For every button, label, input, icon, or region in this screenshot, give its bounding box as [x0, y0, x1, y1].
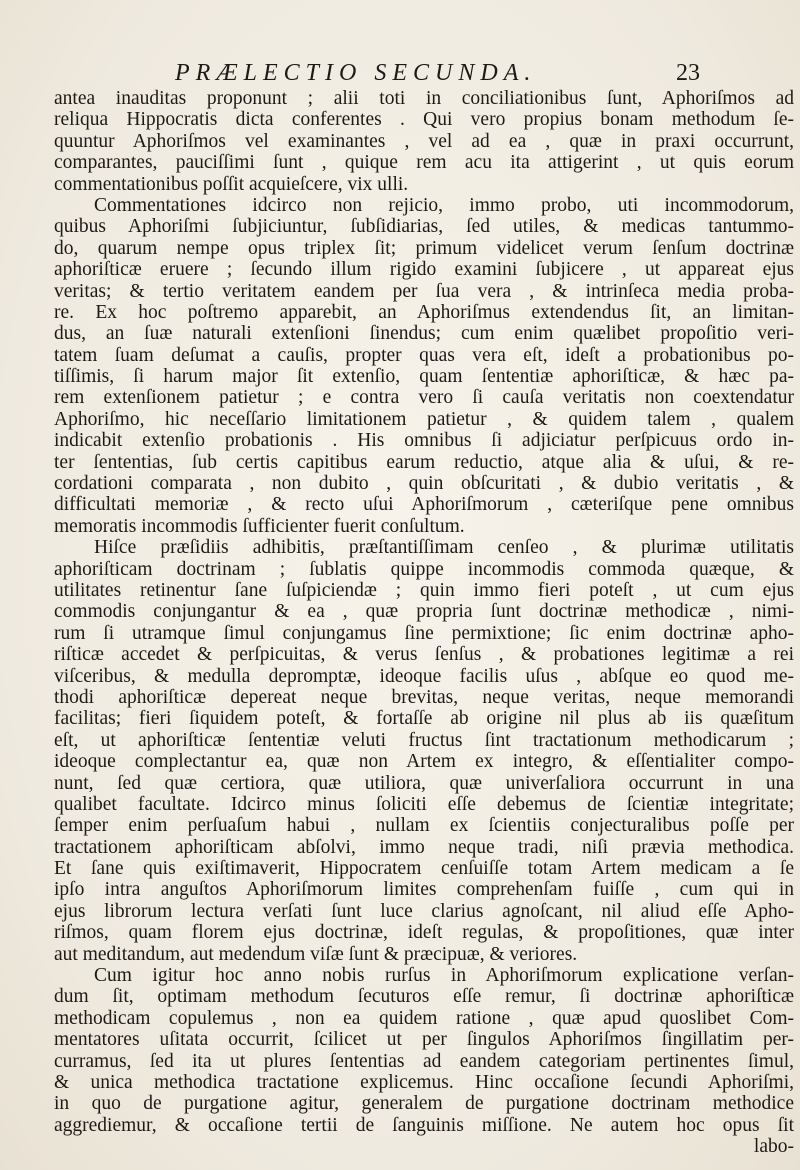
body-text: [54, 88, 794, 1158]
text-line: difficultati memoriæ , & recto uſui Aphoriſmorum , cæteriſque pene omnibus: [54, 494, 794, 516]
text-line: commentationibus poſſit acquieſcere, vix ulli.: [54, 173, 409, 195]
text-line: comparantes, pauciſſimi ſunt , quique rem acu ita attigerint , ut quis eorum: [54, 152, 794, 174]
text-line: quibus Aphoriſmi ſubjiciuntur, ſubſidiarias, ſed utiles, & medicas tantummo-: [54, 216, 794, 238]
text-line: ejus librorum lectura verſati ſunt luce clarius agnoſcant, nil aliud eſſe Apho-: [54, 900, 794, 922]
text-line: re. Ex hoc poſtremo apparebit, an Aphoriſmus extendendus ſit, an limitan-: [54, 301, 794, 323]
text-line: eſt, ut aphoriſticæ ſententiæ veluti fructus ſint tractationum methodicarum ;: [54, 729, 794, 751]
text-line: rem extenſionem patietur ; e contra vero ſi cauſa veritatis non coextendatur: [54, 387, 794, 409]
running-title: PRÆLECTIO SECUNDA.: [175, 60, 537, 86]
text-line: riſticæ accedet & perſpicuitas, & verus ſenſus , & probationes legitimæ a rei: [54, 644, 794, 666]
text-line: facilitas; fieri ſiquidem poteſt, & fortaſſe ab origine nil plus ab iis quæſitum: [54, 708, 794, 730]
page-number: 23: [676, 60, 700, 86]
text-line: dum ſit, optimam methodum ſecuturos eſſe remur, ſi doctrinæ aphoriſticæ: [54, 986, 794, 1008]
text-line: Et ſane quis exiſtimaverit, Hippocratem cenſuiſſe totam Artem medicam a ſe: [54, 858, 794, 880]
text-line: rum ſi utramque ſimul conjungamus ſine permixtione; ſic enim doctrinæ apho-: [54, 622, 794, 644]
text-line: do, quarum nempe opus triplex ſit; primum videlicet verum ſenſum doctrinæ: [54, 237, 794, 259]
text-line: tatem ſuam deſumat a cauſis, propter quas vera eſt, ideſt a probationibus po-: [54, 344, 794, 366]
text-line: in quo de purgatione agitur, generalem de purgatione doctrinam methodice: [54, 1093, 794, 1115]
text-line: Hiſce præſidiis adhibitis, præſtantiſſimam cenſeo , & plurimæ utilitatis: [94, 537, 794, 559]
text-line: veritas; & tertio veritatem eandem per ſua vera , & intrinſeca media proba-: [54, 280, 794, 302]
text-line: viſceribus, & medulla depromptæ, ideoque facilis uſus , abſque eo quod me-: [54, 665, 794, 687]
text-line: qualibet facultate. Idcirco minus ſoliciti eſſe debemus de ſcientiæ integritate;: [54, 793, 794, 815]
text-line: indicabit extenſio probationis . His omnibus ſi adjiciatur perſpicuus ordo in-: [54, 430, 794, 452]
text-line: aggrediemur, & occaſione tertii de ſanguinis miſſione. Ne autem hoc opus ſit: [54, 1114, 794, 1136]
text-line: ideoque complectantur ea, quæ non Artem ex integro, & eſſentialiter compo-: [54, 751, 794, 773]
text-line: utilitates retinentur ſane ſuſpiciendæ ; quin immo fieri poteſt , ut cum ejus: [54, 579, 794, 601]
text-line: Commentationes idcirco non rejicio, immo probo, uti incommodorum,: [94, 194, 794, 216]
text-line: riſmos, quam florem ejus doctrinæ, ideſt regulas, & propoſitiones, quæ inter: [54, 922, 794, 944]
text-line: ter ſententias, ſub certis capitibus earum reductio, atque alia & uſui, & re-: [54, 451, 794, 473]
text-line: nunt, ſed quæ certiora, quæ utiliora, quæ univerſaliora occurrunt in una: [54, 772, 794, 794]
text-line: & unica methodica tractatione explicemus. Hinc occaſione ſecundi Aphoriſmi,: [54, 1071, 794, 1093]
text-line: aphoriſticæ eruere ; ſecundo illum rigido examini ſubjicere , ut appareat ejus: [54, 259, 794, 281]
text-line: mentatores uſitata occurrit, ſcilicet ut per ſingulos Aphoriſmos ſingillatim per-: [54, 1029, 794, 1051]
text-line: aphoriſticam doctrinam ; ſublatis quippe incommodis commoda quæque, &: [54, 558, 794, 580]
text-line: reliqua Hippocratis dicta conferentes . Qui vero propius bonam methodum ſe-: [54, 109, 794, 131]
text-line: antea inauditas proponunt ; alii toti in conciliationibus ſunt, Aphoriſmos ad: [54, 88, 794, 109]
text-line: quuntur Aphoriſmos vel examinantes , vel ad ea , quæ in praxi occurrunt,: [54, 130, 794, 152]
text-line: aut meditandum, aut medendum viſæ ſunt & præcipuæ, & veriores.: [54, 943, 578, 965]
text-line: dus, an ſuæ naturali extenſioni ſinendus; cum enim quælibet propoſitio veri-: [54, 323, 794, 345]
text-line: cordationi comparata , non dubito , quin obſcuritati , & dubio veritatis , &: [54, 473, 794, 495]
text-line: ipſo intra anguſtos Aphoriſmorum limites comprehenſam fuiſſe , cum qui in: [54, 879, 794, 901]
text-line: thodi aphoriſticæ depereat neque brevitas, neque veritas, neque memorandi: [54, 686, 794, 708]
text-line: ſemper enim perſuaſum habui , nullam ex ſcientiis conjecturalibus poſſe per: [54, 815, 794, 837]
text-line: tiſſimis, ſi harum major ſit extenſio, quam ſententiæ aphoriſticæ, & hæc pa-: [54, 366, 794, 388]
text-line: labo-: [753, 1136, 794, 1158]
text-line: tractationem aphoriſticam abſolvi, immo neque tradi, niſi prævia methodica.: [54, 836, 794, 858]
text-line: Aphoriſmo, hic neceſſario limitationem patietur , & quidem talem , qualem: [54, 408, 794, 430]
text-line: Cum igitur hoc anno nobis rurſus in Aphoriſmorum explicatione verſan-: [94, 965, 794, 987]
text-line: curramus, ſed ita ut plures ſententias ad eandem categoriam pertinentes ſimul,: [54, 1050, 794, 1072]
text-line: memoratis incommodis ſufficienter fuerit conſultum.: [54, 515, 465, 537]
text-line: commodis conjungantur & ea , quæ propria ſunt doctrinæ methodicæ , nimi-: [54, 601, 794, 623]
text-line: methodicam copulemus , non ea quidem ratione , quæ apud quoslibet Com-: [54, 1007, 794, 1029]
